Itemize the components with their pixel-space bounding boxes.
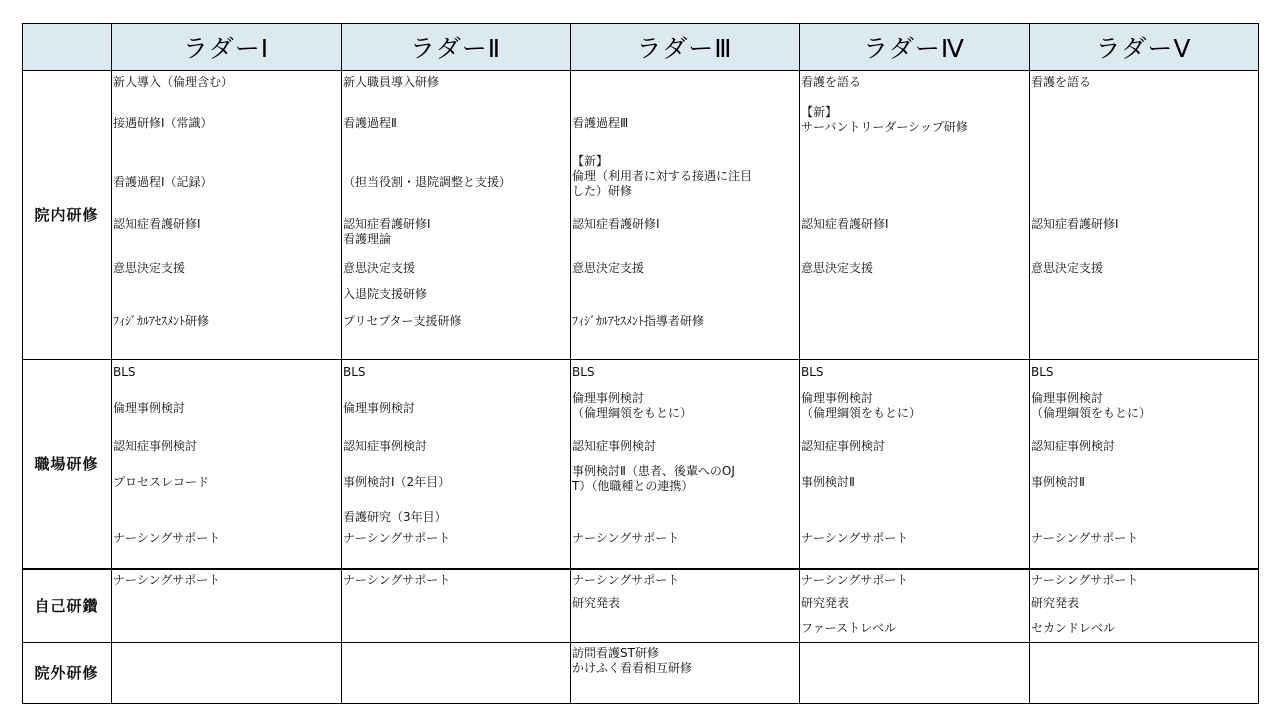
cell-item: 意思決定支援 <box>113 261 186 275</box>
cell-item: ナーシングサポート <box>1031 531 1139 545</box>
cell-item: 看護過程Ⅱ <box>343 116 397 130</box>
col-divider <box>1029 23 1030 704</box>
cell-item: 意思決定支援 <box>343 261 416 275</box>
row-label-self-study: 自己研鑽 <box>34 596 99 615</box>
cell-item: ﾌｨｼﾞｶﾙｱｾｽﾒﾝﾄ研修 <box>113 314 210 328</box>
cell-item: ナーシングサポート <box>801 573 909 587</box>
cell-item: ナーシングサポート <box>572 573 680 587</box>
col-divider <box>111 23 112 704</box>
col-divider <box>341 23 342 704</box>
cell-item: 事例検討Ⅱ <box>801 475 855 489</box>
cell-item: BLS <box>572 365 595 379</box>
cell-item: 意思決定支援 <box>801 261 874 275</box>
cell-item: BLS <box>113 365 136 379</box>
cell-item: 認知症看護研修Ⅰ <box>801 217 889 231</box>
cell-item: 看護過程Ⅲ <box>572 116 629 130</box>
cell-item: 意思決定支援 <box>1031 261 1104 275</box>
cell-item: 認知症事例検討 <box>1031 439 1116 453</box>
table-border-bottom <box>22 703 1259 704</box>
col-divider <box>799 23 800 704</box>
cell-item: 倫理事例検討 （倫理綱領をもとに） <box>1031 391 1152 420</box>
cell-item: 研究発表 <box>1031 596 1080 610</box>
cell-item: ナーシングサポート <box>343 531 451 545</box>
cell-item: （担当役割・退院調整と支援） <box>343 175 512 189</box>
cell-item: プリセプター支援研修 <box>343 314 462 328</box>
cell-item: 事例検討Ⅱ（患者、後輩へのOJ T）（他職種との連携） <box>572 464 735 493</box>
cell-item: ファーストレベル <box>801 621 897 635</box>
cell-item: 倫理事例検討 （倫理綱領をもとに） <box>572 391 693 420</box>
cell-item: BLS <box>343 365 366 379</box>
row-label-in-hospital: 院内研修 <box>34 206 99 224</box>
cell-item: 倫理事例検討 <box>113 401 186 415</box>
cell-item: 看護研究（3年目） <box>343 510 447 524</box>
cell-item: 事例検討Ⅱ <box>1031 475 1085 489</box>
row-divider <box>22 642 1259 643</box>
cell-item: ナーシングサポート <box>572 531 680 545</box>
cell-item: ナーシングサポート <box>113 573 221 587</box>
cell-item: ナーシングサポート <box>113 531 221 545</box>
row-label-workplace: 職場研修 <box>34 455 99 473</box>
cell-item: 倫理事例検討 （倫理綱領をもとに） <box>801 391 922 420</box>
row-divider <box>22 70 1259 71</box>
cell-item: 新人導入（倫理含む） <box>113 75 234 89</box>
cell-item: 研究発表 <box>572 596 621 610</box>
cell-item: プロセスレコード <box>113 475 210 489</box>
cell-item: BLS <box>1031 365 1054 379</box>
cell-item: ナーシングサポート <box>1031 573 1139 587</box>
ladder-training-table <box>22 23 1259 704</box>
cell-item: 訪問看護ST研修 かけふく看看相互研修 <box>572 646 693 675</box>
row-divider <box>22 359 1259 360</box>
cell-item: BLS <box>801 365 824 379</box>
cell-item: 看護を語る <box>1031 75 1092 89</box>
cell-item: 新人職員導入研修 <box>343 75 440 89</box>
cell-item: 接遇研修Ⅰ（常識） <box>113 116 213 130</box>
cell-item: 【新】 サーバントリーダーシップ研修 <box>801 105 968 134</box>
header-ladder-3: ラダーⅢ <box>636 33 733 63</box>
cell-item: 認知症看護研修Ⅰ <box>572 217 660 231</box>
header-ladder-4: ラダーⅣ <box>863 33 965 63</box>
cell-item: 認知症看護研修Ⅰ <box>1031 217 1119 231</box>
cell-item: 看護を語る <box>801 75 862 89</box>
cell-item: 認知症事例検討 <box>801 439 886 453</box>
cell-item: ナーシングサポート <box>343 573 451 587</box>
col-divider <box>1258 23 1259 704</box>
cell-item: 看護過程Ⅰ（記録） <box>113 175 213 189</box>
cell-item: 意思決定支援 <box>572 261 645 275</box>
cell-item: セカンドレベル <box>1031 621 1116 635</box>
header-ladder-1: ラダーⅠ <box>182 33 270 63</box>
header-ladder-2: ラダーⅡ <box>409 33 502 63</box>
cell-item: 倫理事例検討 <box>343 401 416 415</box>
cell-item: 入退院支援研修 <box>343 287 428 301</box>
header-ladder-5: ラダーⅤ <box>1095 33 1192 63</box>
cell-item: ナーシングサポート <box>801 531 909 545</box>
cell-item: 研究発表 <box>801 596 850 610</box>
cell-item: 認知症看護研修Ⅰ <box>113 217 201 231</box>
cell-item: 【新】 倫理（利用者に対する接遇に注目 した）研修 <box>572 154 753 198</box>
row-label-external: 院外研修 <box>34 664 99 682</box>
col-divider <box>570 23 571 704</box>
row-divider <box>22 568 1259 570</box>
cell-item: 事例検討Ⅰ（2年目） <box>343 475 451 489</box>
cell-item: 認知症事例検討 <box>113 439 198 453</box>
cell-item: 認知症看護研修Ⅰ 看護理論 <box>343 217 431 246</box>
cell-item: 認知症事例検討 <box>343 439 428 453</box>
cell-item: 認知症事例検討 <box>572 439 657 453</box>
cell-item: ﾌｨｼﾞｶﾙｱｾｽﾒﾝﾄ指導者研修 <box>572 314 705 328</box>
